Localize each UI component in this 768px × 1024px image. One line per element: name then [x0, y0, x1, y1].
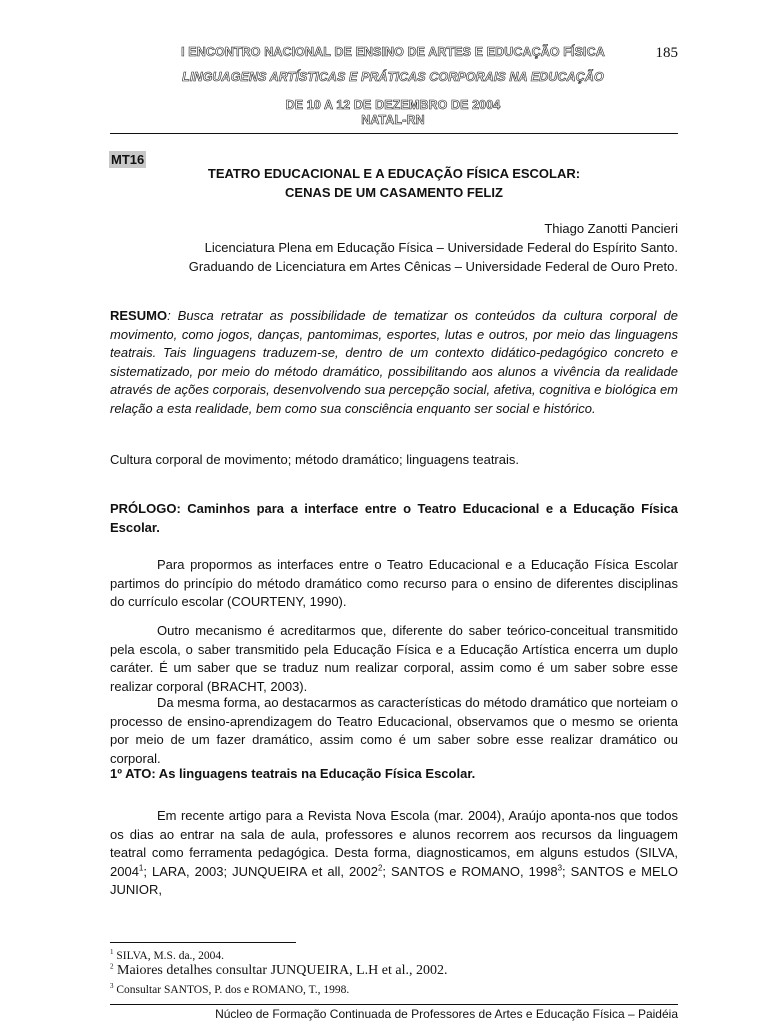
keywords: Cultura corporal de movimento; método dramático; linguagens teatrais. — [110, 452, 519, 467]
paragraph-2 — [110, 622, 678, 696]
paragraph-4-text-a: Em recente artigo para a Revista Nova Escola (mar. 2004), Araújo aponta-nos que todos os dias ao entrar na sala de aula, professores e alunos recorrem aos recursos da linguagem teatral como ferramenta pedagógica. Desta forma, diagnosticamos, em alguns estudos (SILVA, 2004 — [110, 808, 678, 879]
paper-code: MT16 — [111, 152, 145, 167]
paragraph-3 — [110, 694, 678, 768]
paper-title-line1: TEATRO EDUCACIONAL E A EDUCAÇÃO FÍSICA ESCOLAR: — [207, 166, 581, 181]
paper-title-line2: CENAS DE UM CASAMENTO FELIZ — [285, 185, 503, 200]
paragraph-3-text: Da mesma forma, ao destacarmos as características do método dramático que norteiam o processo de ensino-aprendizagem do Teatro Educacional, observamos que o mesmo se orienta por meio de um fazer dramático, assim como é um saber sobre esse realizar dramático ou corporal. — [110, 695, 678, 766]
footnote-1 — [110, 949, 224, 963]
header-location: NATAL-RN — [361, 113, 425, 127]
footer-text: Núcleo de Formação Continuada de Professores de Artes e Educação Física – Paidéia — [215, 1007, 678, 1021]
page-number: 185 — [655, 45, 678, 61]
footnote-3 — [110, 983, 349, 997]
footnote-ref-3[interactable]: 3 — [557, 863, 563, 873]
footnote-3-num: 3 — [110, 982, 114, 991]
header-dates: DE 10 A 12 DE DEZEMBRO DE 2004 — [285, 98, 501, 112]
paragraph-4-text-b: ; LARA, 2003; JUNQUEIRA et all, 2002 — [143, 863, 378, 879]
footnote-rule — [110, 942, 296, 943]
paragraph-4 — [110, 807, 678, 900]
footnote-2 — [110, 964, 447, 978]
author-name: Thiago Zanotti Pancieri — [544, 221, 678, 236]
footnote-1-text: SILVA, M.S. da., 2004. — [116, 950, 225, 962]
abstract — [110, 307, 678, 419]
footnote-2-text: Maiores detalhes consultar JUNQUEIRA, L.H et al., 2002. — [117, 963, 448, 978]
footnote-2-num: 2 — [110, 962, 114, 971]
section-heading-prologo: PRÓLOGO: Caminhos para a interface entre o Teatro Educacional e a Educação Física Escolar. — [110, 501, 678, 535]
paragraph-4-text-c: ; SANTOS e ROMANO, 1998 — [382, 863, 558, 879]
footnote-1-num: 1 — [110, 948, 114, 957]
abstract-label: RESUMO — [110, 308, 168, 323]
paragraph-4-text-d: ; SANTOS e MELO JUNIOR, — [110, 863, 678, 898]
footnote-3-text: Consultar SANTOS, P. dos e ROMANO, T., 1998. — [116, 984, 350, 996]
footer-rule — [110, 1004, 678, 1005]
footnote-ref-1[interactable]: 1 — [138, 863, 144, 873]
affiliation-1: Licenciatura Plena em Educação Física – Universidade Federal do Espírito Santo. — [204, 240, 678, 255]
header-rule — [110, 133, 678, 134]
header-conference-title: I ENCONTRO NACIONAL DE ENSINO DE ARTES E EDUCAÇÃO FÍSICA — [181, 45, 605, 59]
paragraph-2-text: Outro mecanismo é acreditarmos que, diferente do saber teórico-conceitual transmitido pela escola, o saber transmitido pela Educação Física e a Educação Artística encerra um duplo caráter. É um saber que se traduz num realizar corporal, assim como é um saber sobre esse realizar corporal (BRACHT, 2003). — [110, 623, 678, 694]
abstract-text: : Busca retratar as possibilidade de tematizar os conteúdos da cultura corporal de movimento, como jogos, danças, pantomimas, esportes, lutas e outros, por meio das linguagens teatrais. Tais linguagens traduzem-se, dentro de um contexto didático-pedagógico concreto e sistematizado, por meio do método dramático, possibilitando aos alunos a vivência da realidade através de ações corporais, desenvolvendo sua percepção social, afetiva, cognitiva e biológica em relação a esta realidade, bem como sua consciência enquanto ser social e histórico. — [110, 308, 679, 416]
paragraph-1 — [110, 556, 678, 612]
affiliation-2: Graduando de Licenciatura em Artes Cênicas – Universidade Federal de Ouro Preto. — [188, 259, 678, 274]
footnote-ref-2[interactable]: 2 — [377, 863, 383, 873]
paragraph-1-text: Para propormos as interfaces entre o Teatro Educacional e a Educação Física Escolar partimos do princípio do método dramático como recurso para o ensino de diferentes disciplinas do currículo escolar (COURTENY, 1990). — [110, 557, 678, 610]
header-theme: LINGUAGENS ARTÍSTICAS E PRÁTICAS CORPORAIS NA EDUCAÇÃO — [182, 70, 604, 84]
section-heading-1-ato: 1º ATO: As linguagens teatrais na Educação Física Escolar. — [110, 766, 476, 781]
